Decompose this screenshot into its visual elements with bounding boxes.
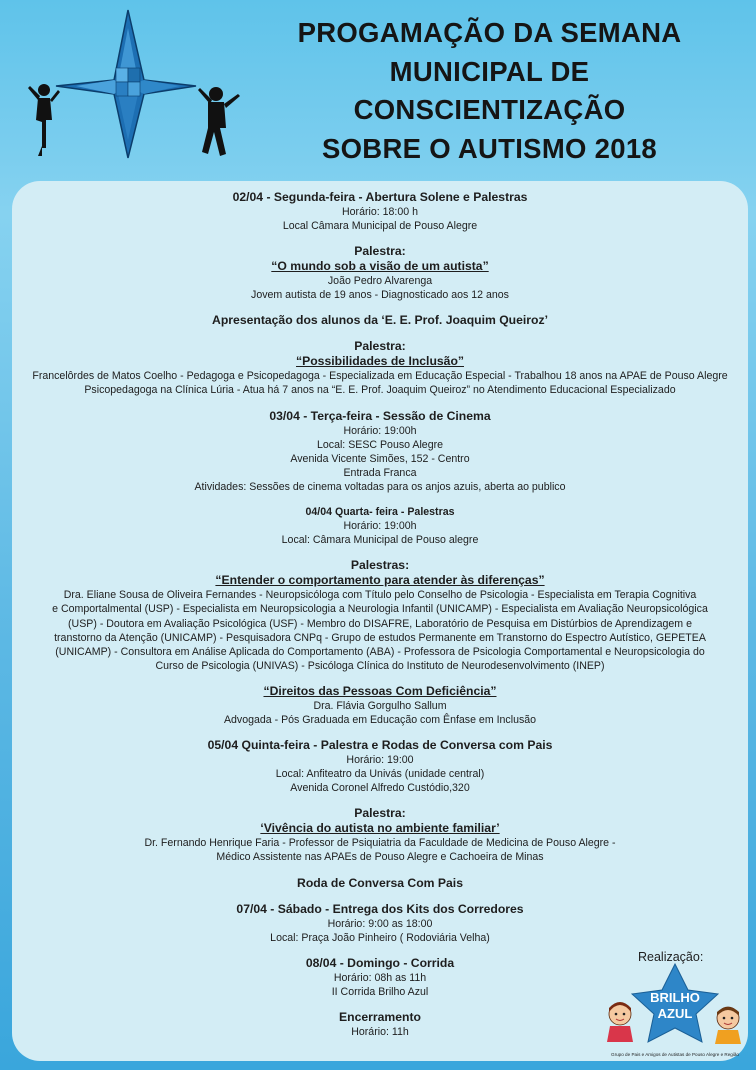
day-quarta [12,505,748,547]
palestra-label: Palestra: [354,339,406,354]
palestra-title: ‘Vivência do autista no ambiente familiar’ [260,821,500,836]
detail-line: Horário: 19:00h [343,520,417,533]
palestra-label: Palestra: [354,244,406,259]
page-title: PROGAMAÇÃO DA SEMANA MUNICIPAL DE CONSCIENTIZAÇÃO SOBRE O AUTISMO 2018 [297,17,682,164]
roda-conversa [12,876,748,891]
brand-tagline: Grupo de Pais e Amigos de Autistas de Pouso Alegre e Região [611,1052,739,1057]
detail-line: Advogada - Pós Graduada em Educação com Ênfase em Inclusão [223,713,537,726]
palestra-title: “Direitos das Pessoas Com Deficiência” [263,683,497,698]
detail-line: Horário: 19:00h [343,424,417,437]
palestra-mundo-autista [12,244,748,302]
palestra-title: “Entender o comportamento para atender às diferenças” [215,573,545,588]
apresentacao-alunos [12,313,748,328]
day-heading: 02/04 - Segunda-feira - Abertura Solene e Palestras [232,190,528,204]
detail-line: Entrada Franca [343,466,417,479]
detail-line: Jovem autista de 19 anos - Diagnosticado aos 12 anos [251,289,509,302]
detail-line: Dr. Fernando Henrique Faria - Professor de Psiquiatria da Faculdade de Medicina de Pouso Alegre - [144,837,616,850]
girl-icon [607,1002,633,1042]
day-heading: 04/04 Quarta- feira - Palestras [305,506,455,519]
schedule [12,190,748,1050]
day-segunda [12,190,748,233]
day-quinta [12,738,748,795]
brand-line1: BRILHO [650,990,700,1005]
palestra-label: Palestra: [354,806,406,821]
palestra-vivencia [12,806,748,864]
detail-line: Horário: 08h as 11h [333,971,427,984]
detail-line: Atividades: Sessões de cinema voltadas para os anjos azuis, aberta ao publico [194,480,566,493]
palestra-title: “Possibilidades de Inclusão” [296,354,464,369]
detail-line: Avenida Coronel Alfredo Custódio,320 [290,782,470,795]
autism-awareness-logo [20,8,260,168]
detail-line: Médico Assistente nas APAEs de Pouso Alegre e Cachoeira de Minas [216,851,544,864]
realizacao-label: Realização: [638,950,704,964]
detail-line: Horário: 19:00 [346,754,414,767]
detail-line: Horário: 9:00 as 18:00 [327,917,433,930]
detail-line: Curso de Psicologia (UNIVAS) - Psicóloga Clínica do Instituto de Neurodesenvolvimento (INEP) [155,659,605,672]
day-heading: 05/04 Quinta-feira - Palestra e Rodas de Conversa com Pais [207,738,553,753]
day-heading: 07/04 - Sábado - Entrega dos Kits dos Corredores [236,901,524,916]
detail-line: João Pedro Alvarenga [327,275,433,288]
day-heading: 08/04 - Domingo - Corrida [305,955,455,970]
detail-line: (UNICAMP) - Consultora em Análise Aplicada do Comportamento (ABA) - Professora de Psicologia Comportamental e Neuropsicologia do [55,645,705,658]
boy-icon [715,1007,741,1044]
palestra-inclusao [12,339,748,397]
detail-line: Local: Praça João Pinheiro ( Rodoviária Velha) [270,931,490,944]
detail-line: Dra. Eliane Sousa de Oliveira Fernandes - Neuropsicóloga com Título pelo Conselho de Psicologia - Especialista em Terapia Cognitiva [63,589,697,602]
roda-heading: Roda de Conversa Com Pais [297,875,463,890]
encerramento-heading: Encerramento [339,1009,421,1024]
header [0,0,756,180]
detail-line: e Comportalmental (USP) - Especialista em Neuropsicologia a Neurologia Infantil (UNICAMP) - Especialista em Avaliação Neuropsicológica [52,603,708,616]
detail-line: (USP) - Doutora em Avaliação Psicológica (USF) - Membro do DISAFRE, Laboratório de Pesquisa em Distúrbios de Aprendizagem e [68,617,692,630]
brand-line2: AZUL [657,1006,693,1021]
day-terca [12,409,748,494]
day-sabado [12,902,748,945]
apresentacao-heading: Apresentação dos alunos da ‘E. E. Prof. Joaquim Queiroz’ [212,313,548,328]
detail-line: Horário: 11h [351,1025,409,1038]
detail-line: Local: Câmara Municipal de Pouso alegre [281,534,479,547]
palestra-title: “O mundo sob a visão de um autista” [271,259,489,274]
child-silhouette-right [198,87,240,156]
detail-line: Local Câmara Municipal de Pouso Alegre [282,220,478,233]
palestra-comportamento [12,558,748,673]
detail-line: Avenida Vicente Simões, 152 - Centro [290,452,470,465]
child-silhouette-left [28,84,60,156]
detail-line: Dra. Flávia Gorgulho Sallum [313,699,447,712]
detail-line: Horário: 18:00 h [342,206,418,218]
palestra-label: Palestras: [350,558,410,573]
day-heading: 03/04 - Terça-feira - Sessão de Cinema [269,408,491,423]
detail-line: II Corrida Brilho Azul [331,985,429,998]
palestra-direitos [12,684,748,727]
detail-line: transtorno da Atenção (UNICAMP) - Pesquisadora CNPq - Grupo de estudos Permanente em Transtorno do Espectro Autístico, GEPETEA [54,631,706,644]
detail-line: Local: Anfiteatro da Univás (unidade central) [275,768,485,781]
detail-line: Francelôrdes de Matos Coelho - Pedagoga e Psicopedagoga - Especializada em Educação Especial - Trabalhou 18 anos na APAE de Pouso Alegre [32,370,728,383]
brilho-azul-logo [600,962,750,1062]
detail-line: Psicopedagoga na Clínica Lúria - Atua há 7 anos na “E. E. Prof. Joaquim Queiroz” no Atendimento Educacional Especializado [84,384,676,397]
detail-line: Local: SESC Pouso Alegre [316,438,444,451]
